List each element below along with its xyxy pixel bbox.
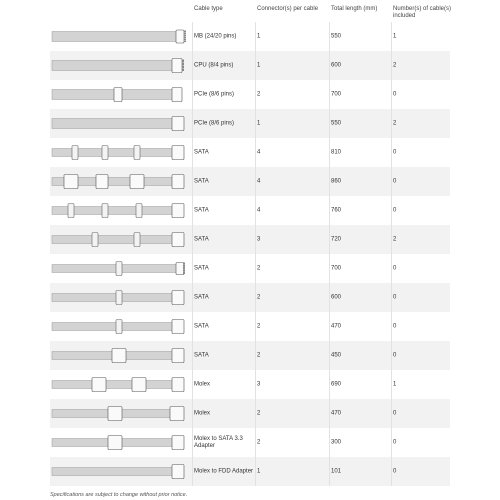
- pin: [183, 265, 185, 267]
- end-plug: [114, 88, 122, 102]
- molex-connector: [108, 407, 122, 421]
- cable-wire: [52, 90, 174, 100]
- cell-connectors: 2: [257, 352, 261, 358]
- cell-connectors: 1: [257, 120, 261, 126]
- column-divider: [255, 51, 256, 80]
- sata-connector: [116, 262, 122, 276]
- cell-cable-type: PCIe (8/6 pins): [194, 91, 235, 97]
- column-divider: [329, 428, 330, 457]
- column-divider: [391, 138, 392, 167]
- cable-illustration: [50, 341, 190, 370]
- pin: [183, 270, 185, 272]
- sata-connector: [68, 204, 74, 218]
- column-divider: [329, 283, 330, 312]
- column-divider: [192, 51, 193, 80]
- column-divider: [391, 399, 392, 428]
- cell-num-cables: 0: [393, 323, 397, 329]
- column-divider: [391, 312, 392, 341]
- header-cable-type: Cable type: [194, 6, 223, 12]
- column-divider: [192, 22, 193, 51]
- cell-num-cables: 0: [393, 149, 397, 155]
- cell-connectors: 4: [257, 178, 261, 184]
- sata-end-connector: [172, 320, 184, 334]
- column-divider: [391, 109, 392, 138]
- column-divider: [192, 312, 193, 341]
- cell-total-length: 600: [331, 294, 342, 300]
- cell-num-cables: 0: [393, 207, 397, 213]
- column-divider: [192, 283, 193, 312]
- column-divider: [255, 225, 256, 254]
- cell-connectors: 1: [257, 62, 261, 68]
- table-row: [50, 370, 450, 399]
- column-divider: [329, 341, 330, 370]
- table-row: [50, 22, 450, 51]
- column-divider: [329, 51, 330, 80]
- cell-total-length: 450: [331, 352, 342, 358]
- table-row: [50, 457, 450, 486]
- cell-num-cables: 2: [393, 236, 397, 242]
- column-divider: [192, 428, 193, 457]
- cell-total-length: 700: [331, 265, 342, 271]
- column-divider: [192, 167, 193, 196]
- sata-end-connector: [172, 378, 184, 392]
- sata-connector: [72, 146, 78, 160]
- end-plug: [172, 88, 182, 102]
- header-total-length: Total length (mm): [331, 6, 378, 12]
- table-row: [50, 196, 450, 225]
- column-divider: [255, 370, 256, 399]
- sata-connector: [134, 146, 140, 160]
- sata-end-connector: [172, 233, 184, 247]
- cell-total-length: 101: [331, 468, 342, 474]
- column-divider: [192, 138, 193, 167]
- cell-num-cables: 0: [393, 294, 397, 300]
- cell-cable-type: Molex: [194, 381, 211, 387]
- column-divider: [391, 80, 392, 109]
- sata-end-connector: [96, 175, 108, 189]
- column-divider: [329, 196, 330, 225]
- column-divider: [391, 341, 392, 370]
- end-plug: [176, 263, 184, 275]
- cell-connectors: 1: [257, 33, 261, 39]
- table-row: [50, 51, 450, 80]
- cell-cable-type: Molex to FDD Adapter: [194, 468, 254, 474]
- cell-cable-type: SATA: [194, 149, 209, 155]
- column-divider: [329, 370, 330, 399]
- end-plug: [176, 30, 184, 43]
- cell-connectors: 2: [257, 294, 261, 300]
- column-divider: [391, 22, 392, 51]
- column-divider: [192, 254, 193, 283]
- column-divider: [391, 167, 392, 196]
- table-row: [50, 341, 450, 370]
- column-divider: [329, 167, 330, 196]
- table-body: [50, 22, 450, 486]
- column-divider: [192, 399, 193, 428]
- column-divider: [329, 457, 330, 486]
- pin: [182, 60, 184, 63]
- pin: [182, 66, 184, 69]
- column-divider: [255, 283, 256, 312]
- pin: [182, 63, 184, 66]
- column-divider: [255, 109, 256, 138]
- cell-connectors: 2: [257, 439, 261, 445]
- cell-connectors: 2: [257, 91, 261, 97]
- cable-illustration: [50, 312, 190, 341]
- sata-end-connector: [172, 175, 184, 189]
- table-row: [50, 399, 450, 428]
- table-row: [50, 428, 450, 457]
- cable-wire: [52, 381, 180, 389]
- sata-connector: [92, 233, 98, 247]
- pin: [182, 69, 184, 72]
- pin: [183, 272, 185, 274]
- molex-connector: [108, 436, 122, 450]
- cell-connectors: 2: [257, 265, 261, 271]
- cable-illustration: [50, 399, 190, 428]
- cell-cable-type: CPU (8/4 pins): [194, 62, 234, 68]
- cell-cable-type: SATA: [194, 352, 209, 358]
- cell-cable-type: SATA: [194, 294, 209, 300]
- column-divider: [192, 196, 193, 225]
- table-row: [50, 138, 450, 167]
- column-divider: [255, 138, 256, 167]
- header-num-cables: Number(s) of cable(s) included: [393, 6, 452, 19]
- column-divider: [391, 283, 392, 312]
- cable-illustration: [50, 109, 190, 138]
- column-divider: [192, 225, 193, 254]
- cable-illustration: [50, 225, 190, 254]
- pin: [183, 267, 185, 269]
- pin: [184, 39, 186, 41]
- molex-connector: [92, 378, 106, 392]
- cable-wire: [52, 119, 174, 129]
- sata-end-connector: [172, 204, 184, 218]
- cell-num-cables: 0: [393, 91, 397, 97]
- sata-end-connector: [172, 146, 184, 160]
- cable-wire: [52, 236, 180, 244]
- column-divider: [391, 254, 392, 283]
- cell-total-length: 550: [331, 33, 342, 39]
- column-divider: [255, 80, 256, 109]
- cable-wire: [52, 32, 178, 42]
- cable-illustration: [50, 283, 190, 312]
- cell-total-length: 810: [331, 149, 342, 155]
- pin: [184, 33, 186, 35]
- column-divider: [329, 399, 330, 428]
- cell-cable-type: SATA: [194, 236, 209, 242]
- cell-total-length: 470: [331, 410, 342, 416]
- cell-total-length: 700: [331, 91, 342, 97]
- cable-illustration: [50, 80, 190, 109]
- column-divider: [255, 167, 256, 196]
- column-divider: [329, 254, 330, 283]
- sata-connector: [136, 204, 142, 218]
- cell-total-length: 860: [331, 178, 342, 184]
- table-row: [50, 109, 450, 138]
- pin: [184, 37, 186, 39]
- column-divider: [192, 109, 193, 138]
- header-connectors: Connector(s) per cable: [257, 6, 319, 12]
- table-row: [50, 225, 450, 254]
- sata-connector: [102, 146, 108, 160]
- table-row: [50, 254, 450, 283]
- molex-connector: [112, 349, 126, 363]
- cable-spec-table: [50, 0, 450, 486]
- sata-connector: [116, 291, 122, 305]
- column-divider: [329, 109, 330, 138]
- cell-total-length: 690: [331, 381, 342, 387]
- end-plug: [172, 117, 184, 131]
- cable-illustration: [50, 196, 190, 225]
- cell-cable-type: SATA: [194, 178, 209, 184]
- column-divider: [255, 399, 256, 428]
- column-divider: [329, 22, 330, 51]
- cell-connectors: 4: [257, 149, 261, 155]
- cell-num-cables: 1: [393, 33, 397, 39]
- end-plug: [172, 59, 182, 73]
- end-plug: [172, 465, 184, 479]
- cable-wire: [52, 468, 180, 476]
- cable-illustration: [50, 254, 190, 283]
- cell-total-length: 470: [331, 323, 342, 329]
- cable-wire: [52, 149, 180, 157]
- column-divider: [255, 341, 256, 370]
- cell-num-cables: 0: [393, 352, 397, 358]
- cable-illustration: [50, 51, 190, 80]
- cell-num-cables: 0: [393, 178, 397, 184]
- cable-illustration: [50, 428, 190, 457]
- column-divider: [192, 370, 193, 399]
- pin: [184, 41, 186, 43]
- cell-cable-type: SATA: [194, 207, 209, 213]
- cell-connectors: 4: [257, 207, 261, 213]
- column-divider: [391, 457, 392, 486]
- cell-total-length: 760: [331, 207, 342, 213]
- cell-total-length: 550: [331, 120, 342, 126]
- cell-cable-type: SATA: [194, 265, 209, 271]
- cell-total-length: 600: [331, 62, 342, 68]
- sata-connector: [102, 204, 108, 218]
- sata-end-connector: [172, 291, 184, 305]
- sata-connector: [116, 320, 122, 334]
- cell-num-cables: 0: [393, 265, 397, 271]
- column-divider: [391, 370, 392, 399]
- cell-cable-type: Molex to SATA 3.3 Adapter: [194, 435, 243, 449]
- cable-illustration: [50, 370, 190, 399]
- molex-connector: [132, 378, 146, 392]
- cell-cable-type: PCIe (8/6 pins): [194, 120, 235, 126]
- column-divider: [192, 80, 193, 109]
- column-divider: [391, 51, 392, 80]
- column-divider: [255, 457, 256, 486]
- cell-total-length: 300: [331, 439, 342, 445]
- pin: [184, 35, 186, 37]
- cell-num-cables: 2: [393, 62, 397, 68]
- cable-illustration: [50, 22, 190, 51]
- column-divider: [329, 138, 330, 167]
- table-row: [50, 167, 450, 196]
- cable-illustration: [50, 457, 190, 486]
- pin: [183, 263, 185, 265]
- cell-total-length: 720: [331, 236, 342, 242]
- column-divider: [391, 225, 392, 254]
- column-divider: [255, 428, 256, 457]
- cell-num-cables: 1: [393, 381, 397, 387]
- cell-num-cables: 0: [393, 468, 397, 474]
- cell-connectors: 2: [257, 410, 261, 416]
- sata-end-connector: [172, 349, 184, 363]
- cell-connectors: 3: [257, 381, 261, 387]
- column-divider: [329, 312, 330, 341]
- footnote: Specifications are subject to change without prior notice.: [50, 492, 188, 498]
- cell-connectors: 2: [257, 323, 261, 329]
- cell-cable-type: MB (24/20 pins): [194, 33, 237, 39]
- sata-end-connector: [172, 436, 184, 450]
- column-divider: [391, 428, 392, 457]
- molex-connector: [130, 175, 144, 189]
- cell-cable-type: SATA: [194, 323, 209, 329]
- column-divider: [192, 457, 193, 486]
- column-divider: [255, 22, 256, 51]
- sata-connector: [134, 233, 140, 247]
- column-divider: [391, 196, 392, 225]
- table-row: [50, 283, 450, 312]
- column-divider: [192, 341, 193, 370]
- cell-num-cables: 0: [393, 439, 397, 445]
- cell-connectors: 1: [257, 468, 261, 474]
- column-divider: [329, 225, 330, 254]
- table-header: [50, 0, 450, 22]
- molex-connector: [64, 175, 78, 189]
- molex-connector: [170, 407, 184, 421]
- column-divider: [255, 254, 256, 283]
- cable-illustration: [50, 167, 190, 196]
- cell-connectors: 3: [257, 236, 261, 242]
- column-divider: [255, 312, 256, 341]
- cell-cable-type: Molex: [194, 410, 211, 416]
- table-row: [50, 80, 450, 109]
- cable-illustration: [50, 138, 190, 167]
- pin: [184, 31, 186, 33]
- column-divider: [329, 80, 330, 109]
- table-row: [50, 312, 450, 341]
- cell-num-cables: 0: [393, 410, 397, 416]
- column-divider: [255, 196, 256, 225]
- cell-num-cables: 2: [393, 120, 397, 126]
- cable-wire: [52, 61, 174, 71]
